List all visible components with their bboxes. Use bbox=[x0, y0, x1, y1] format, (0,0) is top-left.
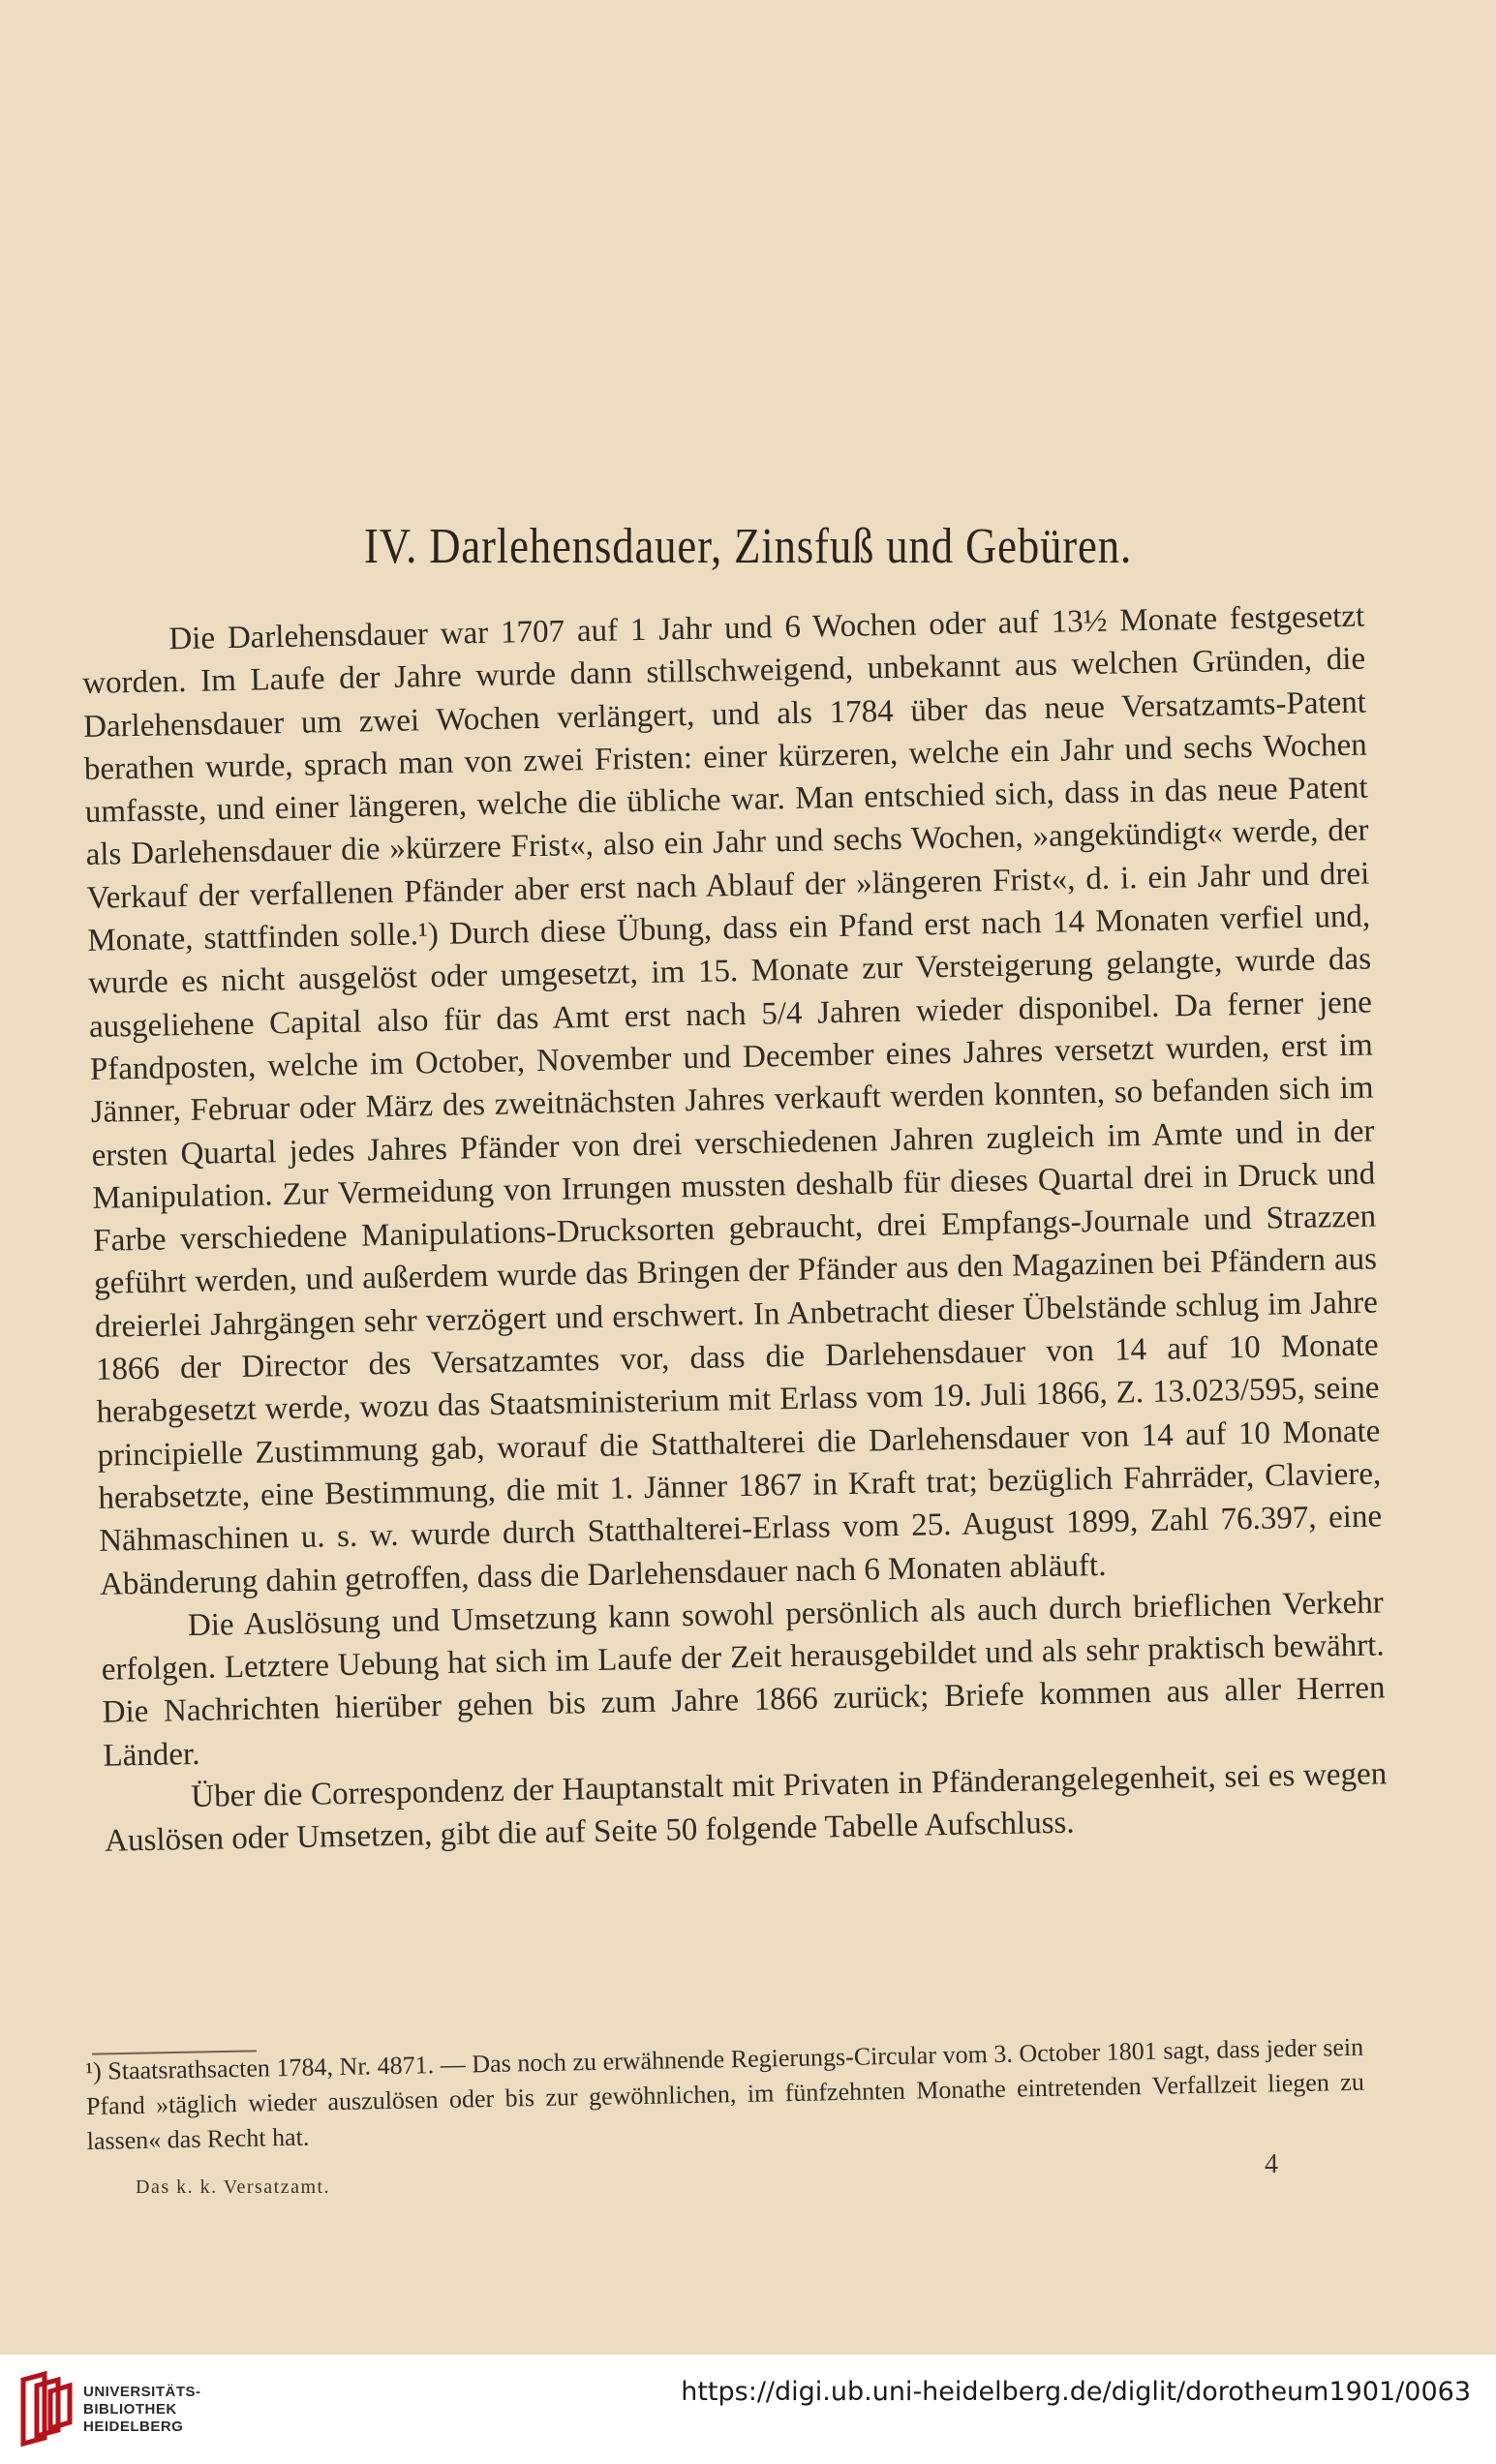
paragraph-1: Die Darlehensdauer war 1707 auf 1 Jahr und 6 Wochen oder auf 13½ Monate festgesetzt worden. Im Laufe der Jahre wurde dann stillschweigend, unbekannt aus welchen Gründen, die Darlehensdauer um zwei Wochen verlängert, und als 1784 über das neue Versatzamts-Patent berathen wurde, sprach man von zwei Fristen: einer kürzeren, welche ein Jahr und sechs Wochen umfasste, und einer längeren, welche die übliche war. Man entschied sich, dass in das neue Patent als Darlehensdauer die »kürzere Frist«, also ein Jahr und sechs Wochen, »angekündigt« werde, der Verkauf der verfallenen Pfänder aber erst nach Ablauf der »längeren Frist«, d. i. ein Jahr und drei Monate, stattfinden solle.¹) Durch diese Übung, dass ein Pfand erst nach 14 Monaten verfiel und, wurde es nicht ausgelöst oder umgesetzt, im 15. Monate zur Versteigerung gelangte, wurde das ausgeliehene Capital also für das Amt erst nach 5/4 Jahren wieder disponibel. Da ferner jene Pfandposten, welche im October, November und December eines Jahres versetzt wurden, erst im Jänner, Februar oder März des zweitnächsten Jahres verkauft werden konnten, so befanden sich im ersten Quartal jedes Jahres Pfänder von drei verschiedenen Jahren zugleich im Amte und in der Manipulation. Zur Vermeidung von Irrungen mussten deshalb für dieses Quartal drei in Druck und Farbe verschiedene Manipulations-Drucksorten gebraucht, drei Empfangs-Journale und Strazzen geführt werden, und außerdem wurde das Bringen der Pfänder aus den Magazinen bei Pfändern aus dreierlei Jahrgängen sehr verzögert und erschwert. In Anbetracht dieser Übelstände schlug im Jahre 1866 der Director des Versatzamtes vor, dass die Darlehensdauer von 14 auf 10 Monate herabgesetzt werde, wozu das Staatsministerium mit Erlass vom 19. Juli 1866, Z. 13.023/595, seine principielle Zustimmung gab, worauf die Statthalterei die Darlehensdauer von 14 auf 10 Monate herabsetzte, eine Bestimmung, die mit 1. Jänner 1867 in Kraft trat; bezüglich Fahrräder, Claviere, Nähmaschinen u. s. w. wurde durch Statthalterei-Erlass vom 25. August 1899, Zahl 76.397, eine Abänderung dahin getroffen, dass die Darlehensdauer nach 6 Monaten abläuft. bbox=[81, 598, 1383, 1602]
viewer-footer bbox=[0, 2355, 1496, 2464]
logo-line-1: UNIVERSITÄTS- bbox=[83, 2384, 201, 2400]
printer-signature: Das k. k. Versatzamt. bbox=[136, 2176, 331, 2198]
library-logo[interactable] bbox=[15, 2370, 209, 2448]
logo-line-2: BIBLIOTHEK bbox=[83, 2401, 177, 2418]
paragraph-2: Die Auslösung und Umsetzung kann sowohl persönlich als auch durch brieflichen Verkehr erfolgen. Letztere Uebung hat sich im Laufe der Zeit herausgebildet und als sehr praktisch bewährt. Die Nachrichten hierüber gehen bis zum Jahre 1866 zurück; Briefe kommen aus aller Herren Länder. bbox=[101, 1585, 1386, 1774]
paragraph-3: Über die Correspondenz der Hauptanstalt mit Privaten in Pfänderangelegenheit, sei es wegen Auslösen oder Umsetzen, gibt die auf Seite 50 folgende Tabelle Aufschluss. bbox=[104, 1756, 1388, 1860]
page-number: 4 bbox=[1265, 2149, 1278, 2179]
logo-line-3: HEIDELBERG bbox=[83, 2418, 184, 2435]
footnote-1: ¹) Staatsrathsacten 1784, Nr. 4871. — Das noch zu erwähnende Regierungs-Circular vom 3. October 1801 sagt, dass jeder sein Pfand »täglich wieder auszulösen oder bis zur gewöhnlichen, im fünfzehnten Monathe eintretenden Verfallzeit liegen zu lassen« das Recht hat. bbox=[85, 2032, 1365, 2155]
logo-text bbox=[83, 2384, 201, 2436]
body-text bbox=[81, 595, 1388, 1864]
permalink-url[interactable]: https://digi.ub.uni-heidelberg.de/diglit/dorotheum1901/0063 bbox=[681, 2377, 1471, 2407]
chapter-heading: IV. Darlehensdauer, Zinsfuß und Gebüren. bbox=[363, 519, 1133, 574]
heidelberg-library-logo-icon bbox=[15, 2370, 74, 2448]
footnotes bbox=[85, 2030, 1365, 2159]
